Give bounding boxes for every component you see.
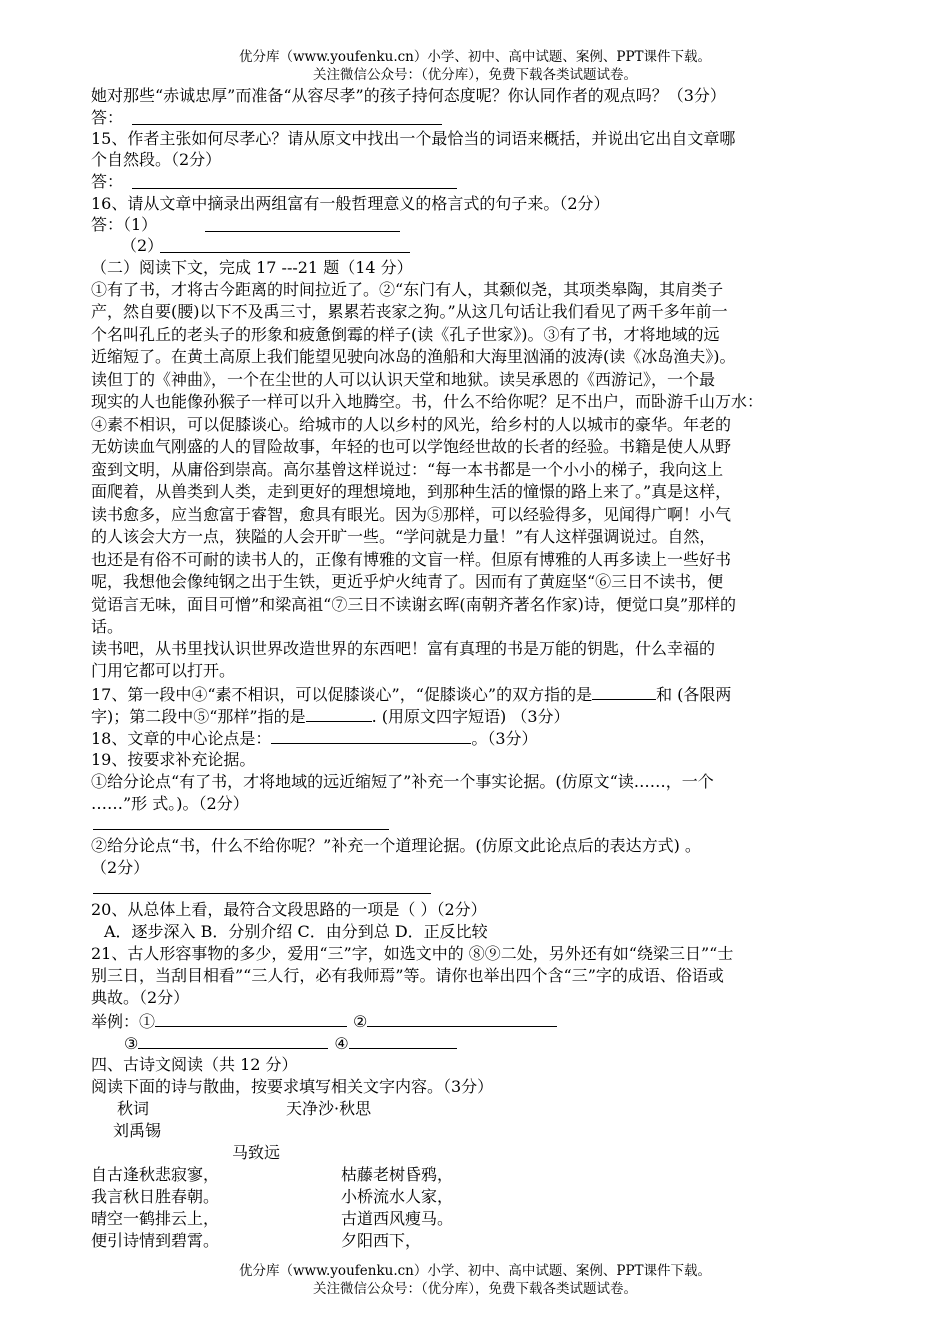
q16-answer-2-line[interactable] <box>160 252 410 253</box>
poem-1-line: 晴空一鹤排云上， <box>91 1209 220 1228</box>
passage-line: 门用它都可以打开。 <box>91 661 236 680</box>
q20-stem: 20、从总体上看，最符合文段思路的一项是（ ）（2分） <box>91 900 487 919</box>
q14-tail: 她对那些“赤诚忠厚”而准备“从容尽孝”的孩子持何态度呢？你认同作者的观点吗？（3分） <box>91 86 726 105</box>
poem-2-title: 天净沙·秋思 <box>286 1099 372 1118</box>
q21-line-3: 典故。（2分） <box>91 988 190 1007</box>
passage-line: 话。 <box>91 617 124 636</box>
header-line-1: 优分库（www.youfenku.cn）小学、初中、高中试题、案例、PPT课件下载。 <box>238 49 712 65</box>
poem-2-line: 枯藤老树昏鸦， <box>341 1165 454 1184</box>
section-4-intro: 阅读下面的诗与散曲，按要求填写相关文字内容。（3分） <box>91 1077 494 1096</box>
q15-line-1: 15、作者主张如何尽孝心？请从原文中找出一个最恰当的词语来概括，并说出它出自文章哪 <box>91 129 736 148</box>
poem-2-line: 古道西风瘦马。 <box>341 1209 454 1228</box>
passage-line: 呢，我想他会像纯钢之出于生铁，更近乎炉火纯青了。因而有了黄庭坚“⑥三日不读书，便 <box>91 572 724 591</box>
poem-1-line: 自古逢秋悲寂寥， <box>91 1165 220 1184</box>
poem-1-line: 我言秋日胜春朝。 <box>91 1187 220 1206</box>
q19-sub-1-line-1: ①给分论点“有了书，才将地域的远近缩短了”补充一个事实论据。(仿原文“读……，一个 <box>91 772 714 791</box>
q19-title: 19、按要求补充论据。 <box>91 750 256 769</box>
passage-line: 蛮到文明，从庸俗到崇高。高尔基曾这样说过：“每一本书都是一个小小的梯子，我向这上 <box>91 460 724 479</box>
passage-line: ④素不相识，可以促膝谈心。给城市的人以乡村的风光，给乡村的人以城市的豪华。年老的 <box>91 415 732 434</box>
poem-2-author: 马致远 <box>232 1143 281 1162</box>
q21-blank-1[interactable] <box>155 1010 347 1027</box>
passage-line: 面爬着，从兽类到人类，走到更好的理想境地，到那种生活的憧憬的路上来了。”真是这样， <box>91 482 732 501</box>
q21-blank-3[interactable] <box>138 1032 328 1049</box>
section-2-title: （二）阅读下文，完成 17 ---21 题（14 分） <box>91 258 413 277</box>
q16-question: 16、请从文章中摘录出两组富有一般哲理意义的格言式的句子来。（2分） <box>91 194 610 213</box>
passage-line: 个名叫孔丘的老头子的形象和疲惫倒霉的样子(读《孔子世家》)。③有了书，才将地域的远 <box>91 325 720 344</box>
passage-line: 现实的人也能像孙猴子一样可以升入地腾空。书，什么不给你呢？足不出户，而卧游千山万水： <box>91 392 764 411</box>
footer-line-2: 关注微信公众号：（优分库），免费下载各类试题试卷。 <box>313 1281 637 1297</box>
q17-line-2: 字)；第二段中⑤“那样”指的是 . (用原文四字短语) （3分） <box>91 707 570 726</box>
q16-answer-1-label: 答：（1） <box>91 215 158 234</box>
q14-answer-label: 答： <box>91 108 124 127</box>
q19-sub-2-line-2: （2分） <box>91 858 150 877</box>
q20-options[interactable]: A．逐步深入 B．分别介绍 C．由分到总 D．正反比较 <box>104 922 488 941</box>
q17-blank-2[interactable] <box>306 705 372 722</box>
passage-line: 无妨读血气刚盛的人的冒险故事，年轻的也可以学饱经世故的长者的经验。书籍是使人从野 <box>91 437 732 456</box>
header-line-2: 关注微信公众号：（优分库），免费下载各类试题试卷。 <box>313 67 637 83</box>
section-4-title: 四、古诗文阅读（共 12 分） <box>91 1055 298 1074</box>
passage-line: 读书吧，从书里找认识世界改造世界的东西吧！富有真理的书是万能的钥匙，什么幸福的 <box>91 639 716 658</box>
q19-sub-1-answer-line[interactable] <box>93 829 389 830</box>
q17-line-1: 17、第一段中④“素不相识，可以促膝谈心”，“促膝谈心”的双方指的是 和 (各限两 <box>91 685 732 704</box>
passage-line: 读但丁的《神曲》，一个在尘世的人可以认识天堂和地狱。读吴承恩的《西游记》，一个最 <box>91 370 716 389</box>
q18-line: 18、文章的中心论点是： 。（3分） <box>91 729 538 748</box>
q21-line-2: 别三日，当刮目相看”“三人行，必有我师焉”等。请你也举出四个含“三”字的成语、俗语或 <box>91 966 724 985</box>
q21-blank-2[interactable] <box>367 1010 557 1027</box>
poem-1-title: 秋词 <box>117 1099 150 1118</box>
q15-line-2: 个自然段。（2分） <box>91 150 222 169</box>
q17-blank-1[interactable] <box>592 683 656 700</box>
q21-line-1: 21、古人形容事物的多少，爱用“三”字，如选文中的 ⑧⑨二处，另外还有如“绕梁三日”“士 <box>91 944 734 963</box>
passage-line: 也还是有俗不可耐的读书人的，正像有博雅的文盲一样。但原有博雅的人再多读上一些好书 <box>91 550 732 569</box>
poem-1-line: 便引诗情到碧霄。 <box>91 1231 220 1250</box>
footer-line-1: 优分库（www.youfenku.cn）小学、初中、高中试题、案例、PPT课件下载。 <box>238 1263 712 1279</box>
poem-2-line: 小桥流水人家， <box>341 1187 454 1206</box>
passage-line: ①有了书，才将古今距离的时间拉近了。②“东门有人，其颡似尧，其项类皋陶，其肩类子 <box>91 280 724 299</box>
q15-answer-label: 答： <box>91 172 124 191</box>
q19-sub-2-answer-line[interactable] <box>93 893 431 894</box>
q21-example-row-2: ③ ④ <box>124 1032 457 1055</box>
passage-line: 近缩短了。在黄土高原上我们能望见驶向冰岛的渔船和大海里汹涌的波涛(读《冰岛渔夫》)。 <box>91 347 736 366</box>
passage-line: 产，然自要(腰)以下不及禹三寸，累累若丧家之狗。”从这几句话让我们看见了两千多年前一 <box>91 302 728 321</box>
q19-sub-2-line-1: ②给分论点“书，什么不给你呢？”补充一个道理论据。(仿原文此论点后的表达方式) 。 <box>91 836 701 855</box>
poem-1-author: 刘禹锡 <box>113 1121 162 1140</box>
q18-blank[interactable] <box>271 727 471 744</box>
q16-answer-2-label: （2） <box>121 236 164 255</box>
q19-sub-1-line-2: ……”形 式。)。（2分） <box>91 794 249 813</box>
q15-answer-line[interactable] <box>132 188 457 189</box>
q14-answer-line[interactable] <box>132 124 442 125</box>
passage-line: 的人该会大方一点，狭隘的人会开旷一些。“学问就是力量！”有人这样强调说过。自然， <box>91 527 716 546</box>
q16-answer-1-line[interactable] <box>205 231 400 232</box>
q21-blank-4[interactable] <box>349 1032 457 1049</box>
passage-line: 读书愈多，应当愈富于睿智，愈具有眼光。因为⑤那样，可以经验得多，见闻得广啊！小气 <box>91 505 732 524</box>
poem-2-line: 夕阳西下， <box>341 1231 422 1250</box>
passage-line: 觉语言无味，面目可憎”和梁高祖“⑦三日不读谢玄晖(南朝齐著名作家)诗，便觉口臭”那样的 <box>91 595 737 614</box>
q21-example-row-1: 举例：① ② <box>91 1010 557 1033</box>
